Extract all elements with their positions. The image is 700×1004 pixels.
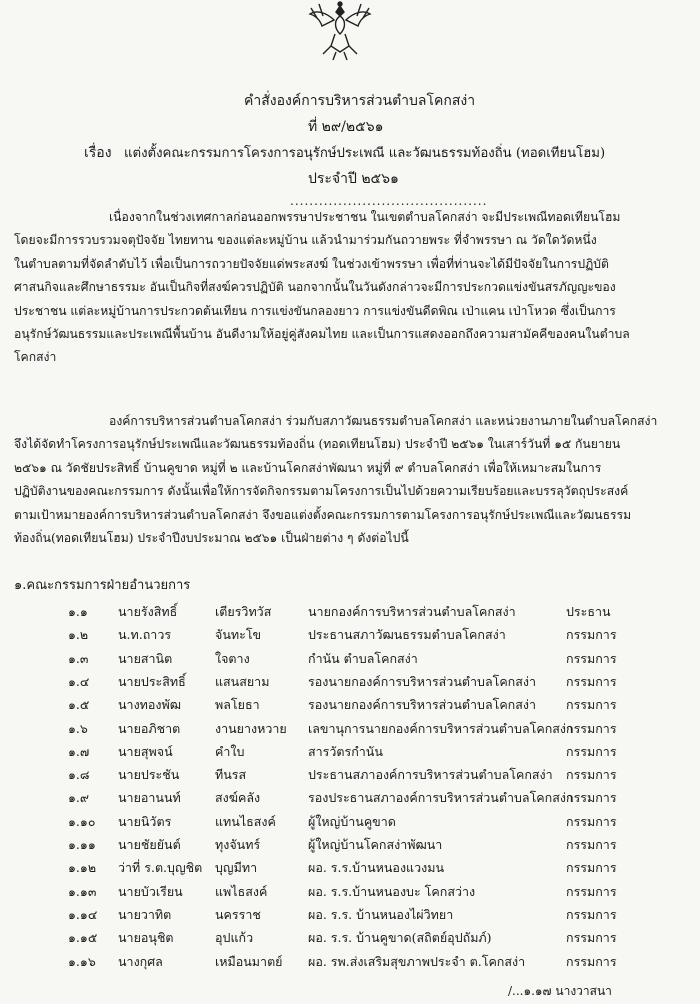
committee-row: [0, 858, 700, 880]
committee-row: [0, 719, 700, 741]
member-first-name: นายประชัน: [118, 767, 180, 783]
member-number: ๑.๑๒: [68, 860, 97, 876]
member-last-name: พลโยธา: [215, 697, 260, 713]
member-first-name: นายรังสิทธิ์: [118, 604, 178, 619]
member-last-name: แพไธสงค์: [215, 883, 268, 899]
committee-row: [0, 625, 700, 647]
member-role: กรรมการ: [566, 837, 617, 852]
member-last-name: นครราช: [215, 906, 261, 922]
member-last-name: ทีนรส: [215, 767, 247, 783]
committee-row: [0, 742, 700, 764]
member-last-name: สงฆ์คลัง: [215, 790, 261, 806]
member-role: กรรมการ: [566, 650, 617, 666]
committee-row: [0, 928, 700, 950]
member-number: ๑.๑๕: [68, 930, 98, 946]
member-position: นายกองค์การบริหารส่วนตำบลโคกสง่า: [308, 604, 516, 619]
member-first-name: นายสุพจน์: [118, 743, 173, 759]
member-last-name: คำใบ: [215, 743, 245, 759]
subject-line-1: แต่งตั้งคณะกรรมการโครงการอนุรักษ์ประเพณี และวัฒนธรรมท้องถิ่น (ทอดเทียนโฮม): [124, 146, 606, 161]
paragraph-line: โดยจะมีการรวบรวมจตุปัจจัย ไทยทาน ของแต่ละหมู่บ้าน แล้วนำมาร่วมกันถวายพระ ที่จำพรรษา ณ วัดใดวัดหนึ่ง: [14, 233, 597, 248]
member-position: ประธานสภาองค์การบริหารส่วนตำบลโคกสง่า: [308, 767, 553, 783]
paragraph-line: ในตำบลตามที่จัดลำดับไว้ เพื่อเป็นการถวายปัจจัยแด่พระสงฆ์ ในช่วงเข้าพรรษา เพื่อที่ท่านจะได้มีปัจจัยในการปฏิบัติ: [14, 256, 609, 271]
member-number: ๑.๗: [68, 743, 90, 759]
member-number: ๑.๕: [68, 697, 90, 713]
section-title: ๑.คณะกรรมการฝ่ายอำนวยการ: [14, 578, 191, 593]
member-number: ๑.๑๔: [68, 906, 98, 922]
member-first-name: นางกุศล: [118, 953, 163, 969]
member-first-name: นายอานนท์: [118, 790, 181, 806]
member-position: ประธานสภาวัฒนธรรมตำบลโคกสง่า: [308, 627, 506, 643]
member-last-name: ทุงจันทร์: [215, 837, 261, 852]
paragraph-line: ปฏิบัติงานของคณะกรรมการ ดังนั้นเพื่อให้การจัดกิจกรรมตามโครงการเป็นไปด้วยความเรียบร้อยและบรรลุวัตถุประสงค์: [14, 484, 629, 499]
member-number: ๑.๑๓: [68, 883, 97, 899]
member-first-name: นายอนุชิต: [118, 930, 174, 946]
member-position: ผู้ใหญ่บ้านคูขาด: [308, 813, 396, 829]
member-first-name: นางทองพัฒ: [118, 697, 182, 713]
member-number: ๑.๑: [68, 604, 88, 619]
member-role: กรรมการ: [566, 860, 617, 876]
member-position: ผอ. ร.ร. บ้านหนองไผ่วิทยา: [308, 906, 454, 922]
member-number: ๑.๓: [68, 650, 89, 666]
member-position: สารวัตรกำนัน: [308, 743, 383, 759]
committee-row: [0, 788, 700, 810]
member-position: ผอ. ร.ร.บ้านหนองบะ โคกสว่าง: [308, 883, 476, 899]
member-role: กรรมการ: [566, 627, 617, 643]
committee-row: [0, 672, 700, 694]
member-role: กรรมการ: [566, 953, 617, 969]
member-role: กรรมการ: [566, 720, 617, 736]
committee-row: [0, 602, 700, 624]
garuda-emblem-icon: [305, 0, 375, 62]
committee-row: [0, 649, 700, 671]
member-number: ๑.๑๐: [68, 813, 96, 829]
member-position: กำนัน ตำบลโคกสง่า: [308, 650, 418, 666]
member-last-name: อุปแก้ว: [215, 930, 254, 946]
member-first-name: นายชัยยันต์: [118, 837, 181, 852]
paragraph-line: อนุรักษ์วัฒนธรรมและประเพณีพื้นบ้าน อันดีงามให้อยู่คู่สังคมไทย และเป็นการแสดงออกถึงความสามัคคีของคนในตำบล: [14, 327, 630, 342]
subject-label: เรื่อง: [84, 145, 112, 161]
member-number: ๑.๖: [68, 720, 88, 736]
member-position: ผอ. ร.ร.บ้านหนองแวงมน: [308, 860, 445, 876]
member-last-name: แสนสยาม: [215, 673, 270, 689]
member-role: กรรมการ: [566, 743, 617, 759]
member-number: ๑.๒: [68, 627, 89, 643]
member-number: ๑.๑๖: [68, 953, 96, 969]
member-first-name: นายสานิต: [118, 650, 173, 666]
paragraph-line: ประชาชน แต่ละหมู่บ้านการประกวดต้นเทียน การแข่งขันกลองยาว การแข่งขันดีดพิณ เป่าแคน เป่าโหวด ซึ่งเป็นการ: [14, 303, 616, 318]
paragraph-1: [14, 206, 686, 370]
committee-row: [0, 835, 700, 857]
committee-row: [0, 882, 700, 904]
member-role: ประธาน: [566, 604, 611, 619]
committee-row: [0, 952, 700, 974]
separator-dots: .........................................: [290, 194, 488, 208]
member-number: ๑.๑๑: [68, 837, 96, 852]
member-last-name: เหมือนมาตย์: [215, 953, 283, 969]
member-role: กรรมการ: [566, 813, 617, 829]
paragraph-line: ตามเป้าหมายองค์การบริหารส่วนตำบลโคกสง่า จึงขอแต่งตั้งคณะกรรมการตามโครงการอนุรักษ์ประเพณีและวัฒนธรรม: [14, 507, 632, 522]
committee-row: [0, 765, 700, 787]
member-number: ๑.๔: [68, 673, 90, 689]
committee-row: [0, 812, 700, 834]
paragraph-line: โคกสง่า: [14, 350, 57, 365]
paragraph-line: องค์การบริหารส่วนตำบลโคกสง่า ร่วมกับสภาวัฒนธรรมตำบลโคกสง่า และหน่วยงานภายในตำบลโคกสง่า: [109, 414, 658, 428]
member-last-name: ใจตาง: [215, 650, 250, 666]
member-last-name: แทนไธสงค์: [215, 813, 276, 829]
member-role: กรรมการ: [566, 930, 617, 946]
committee-row: [0, 695, 700, 717]
member-role: กรรมการ: [566, 673, 617, 689]
member-first-name: นายวาทิต: [118, 906, 172, 922]
member-role: กรรมการ: [566, 697, 617, 713]
member-position: รองนายกองค์การบริหารส่วนตำบลโคกสง่า: [308, 697, 536, 713]
paragraph-line: เนื่องจากในช่วงเทศกาลก่อนออกพรรษาประชาชน ในเขตตำบลโคกสง่า จะมีประเพณีทอดเทียนโฮม: [109, 210, 621, 224]
member-role: กรรมการ: [566, 767, 617, 783]
member-role: กรรมการ: [566, 883, 617, 899]
member-role: กรรมการ: [566, 790, 617, 806]
member-last-name: จันทะโข: [215, 627, 262, 643]
committee-row: [0, 905, 700, 927]
member-last-name: งานยางหวาย: [215, 720, 287, 736]
member-first-name: นายอภิชาต: [118, 720, 181, 736]
paragraph-line: จึงได้จัดทำโครงการอนุรักษ์ประเพณีและวัฒนธรรมท้องถิ่น (ทอดเทียนโฮม) ประจำปี ๒๕๖๑ ในเสาร์วันที่ ๑๕ กันยายน: [14, 437, 621, 452]
member-position: รองประธานสภาองค์การบริหารส่วนตำบลโคกสง่า: [308, 790, 573, 806]
member-position: ผอ. รพ.ส่งเสริมสุขภาพประจำ ต.โคกสง่า: [308, 953, 526, 969]
member-position: ผอ. ร.ร. บ้านคูขาด(สถิตย์อุปถัมภ์): [308, 930, 492, 946]
member-last-name: เตียรวิทวัส: [215, 604, 272, 619]
member-first-name: น.ท.ถาวร: [118, 627, 172, 643]
paragraph-2: [14, 410, 686, 550]
member-number: ๑.๘: [68, 767, 90, 783]
member-position: รองนายกองค์การบริหารส่วนตำบลโคกสง่า: [308, 673, 536, 689]
order-number: ที่ ๒๙/๒๕๖๑: [308, 119, 384, 135]
member-first-name: นายบัวเรียน: [118, 883, 183, 899]
continuation-note: /...๑.๑๗ นางวาสนา: [508, 984, 612, 998]
member-position: ผู้ใหญ่บ้านโคกสง่าพัฒนา: [308, 837, 443, 852]
paragraph-line: ท้องถิ่น(ทอดเทียนโฮม) ประจำปีงบประมาณ ๒๕๖๑ เป็นฝ่ายต่าง ๆ ดังต่อไปนี้: [14, 531, 409, 546]
paragraph-line: ๒๕๖๑ ณ วัดชัยประสิทธิ์ บ้านคูขาด หมู่ที่ ๒ และบ้านโคกสง่าพัฒนา หมู่ที่ ๙ ตำบลโคกสง่า เพื่อให้เหมาะสมในการ: [14, 460, 602, 475]
subject-line-2: ประจำปี ๒๕๖๑: [308, 171, 399, 187]
member-position: เลขานุการนายกองค์การบริหารส่วนตำบลโคกสง่า: [308, 720, 574, 736]
member-first-name: นายประสิทธิ์: [118, 673, 186, 689]
member-first-name: ว่าที่ ร.ต.บุญชิต: [118, 860, 203, 876]
paragraph-line: ศาสนกิจและศึกษาธรรมะ อันเป็นกิจที่สงฆ์ควรปฏิบัติ นอกจากนั้นในวันดังกล่าวจะมีการประกวดแข่งขันสรภัญญะของ: [14, 280, 616, 295]
member-first-name: นายนิวัตร: [118, 813, 172, 829]
order-title: คำสั่งองค์การบริหารส่วนตำบลโคกสง่า: [244, 93, 476, 109]
member-role: กรรมการ: [566, 906, 617, 922]
member-number: ๑.๙: [68, 790, 90, 806]
member-last-name: บุญมีทา: [215, 860, 258, 876]
